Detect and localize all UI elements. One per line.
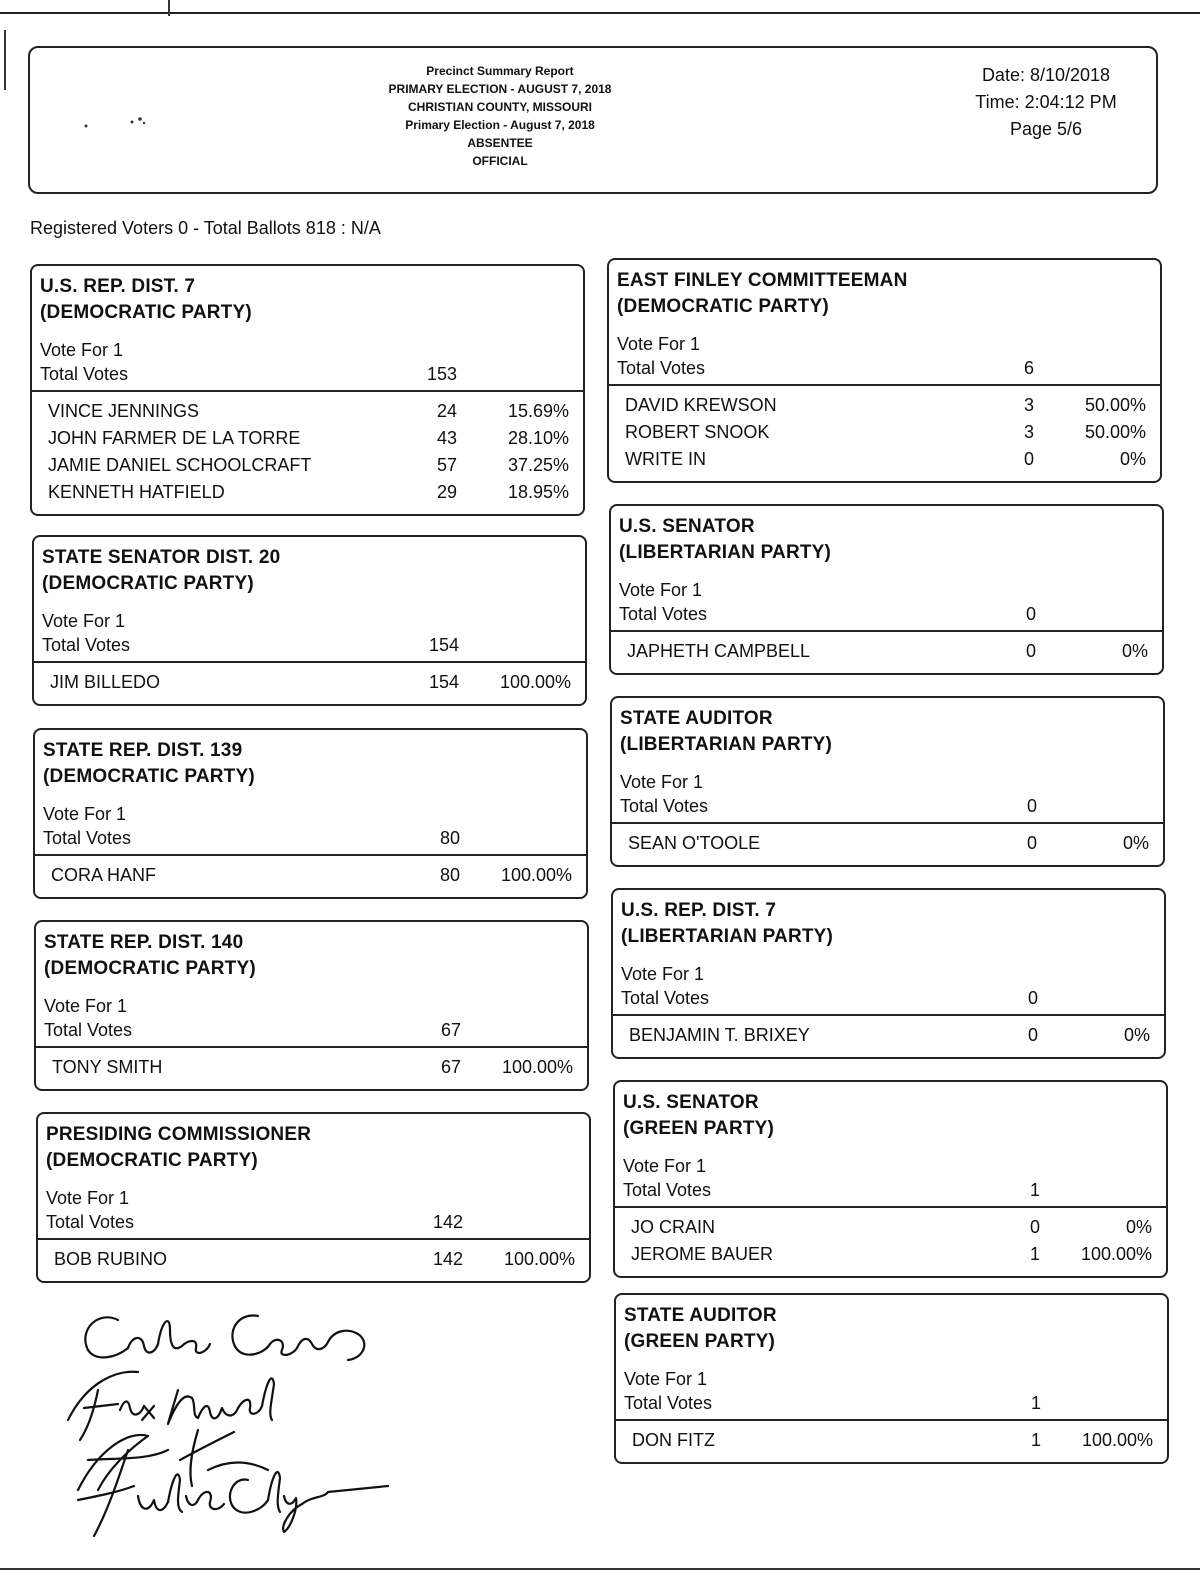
total-votes-label: Total Votes [621,988,710,1008]
candidate-percent: 15.69% [507,401,569,421]
candidate-row [32,425,583,452]
candidate-percent: 0% [1123,1025,1150,1045]
candidate-name: JAMIE DANIEL SCHOOLCRAFT [48,455,312,475]
race-box [36,1112,591,1283]
election-name: PRIMARY ELECTION - AUGUST 7, 2018 [388,82,612,96]
vote-for-label: Vote For 1 [43,804,127,824]
candidate-row [609,392,1160,419]
total-votes-label: Total Votes [44,1020,133,1040]
candidate-votes: 29 [436,482,457,502]
total-votes-row [613,986,1164,1012]
race-box [610,696,1165,867]
election-subtitle: Primary Election - August 7, 2018 [405,118,595,132]
race-box [32,535,587,706]
candidate-votes: 24 [436,401,457,421]
candidate-name: JEROME BAUER [631,1244,774,1264]
candidate-row [32,398,583,425]
candidate-percent: 100.00% [1080,1244,1152,1264]
candidate-percent: 100.00% [501,1057,573,1077]
candidate-list [34,663,585,704]
race-title [611,506,1162,566]
candidate-list [616,1421,1167,1462]
total-votes-value: 6 [1023,358,1034,378]
candidate-list [612,824,1163,865]
total-votes-label: Total Votes [617,358,706,378]
candidate-row [613,1022,1164,1049]
total-votes-value: 80 [439,828,460,848]
race-box [30,264,585,516]
candidate-name: ROBERT SNOOK [625,422,770,442]
race-party: (DEMOCRATIC PARTY) [617,296,829,317]
vote-for-label: Vote For 1 [621,964,705,984]
race-title [36,922,587,982]
candidate-percent: 18.95% [507,482,569,502]
total-votes-row [35,826,586,852]
race-party: (DEMOCRATIC PARTY) [40,302,252,323]
total-votes-label: Total Votes [42,635,131,655]
candidate-row [609,419,1160,446]
scan-specks-icon [80,114,170,134]
vote-for-label: Vote For 1 [623,1156,707,1176]
total-votes-value: 142 [432,1212,463,1232]
total-votes-label: Total Votes [624,1393,713,1413]
candidate-votes: 0 [1026,833,1037,853]
candidate-votes: 3 [1023,422,1034,442]
total-votes-value: 1 [1029,1180,1040,1200]
candidate-name: WRITE IN [625,449,706,469]
race-title [34,537,585,597]
race-office: PRESIDING COMMISSIONER [46,1124,312,1145]
candidate-list [36,1048,587,1089]
report-status: OFFICIAL [472,154,528,168]
candidate-name: KENNETH HATFIELD [48,482,225,502]
candidate-votes: 1 [1029,1244,1040,1264]
candidate-list [38,1240,589,1281]
candidate-percent: 0% [1119,449,1146,469]
race-office: EAST FINLEY COMMITTEEMAN [617,270,908,291]
race-party: (LIBERTARIAN PARTY) [620,734,833,755]
page-top-tick [168,0,170,16]
report-title-block [330,62,670,170]
candidate-row [616,1427,1167,1454]
report-time: Time: 2:04:12 PM [975,92,1117,112]
report-date: Date: 8/10/2018 [981,65,1111,85]
total-votes-row [615,1178,1166,1204]
candidate-percent: 28.10% [507,428,569,448]
candidate-votes: 57 [436,455,457,475]
candidate-name: DON FITZ [632,1430,715,1450]
report-title: Precinct Summary Report [426,64,574,78]
vote-for-label: Vote For 1 [619,580,703,600]
candidate-name: TONY SMITH [52,1057,163,1077]
vote-for-label: Vote For 1 [40,340,124,360]
race-party: (DEMOCRATIC PARTY) [46,1150,258,1171]
race-party: (LIBERTARIAN PARTY) [619,542,832,563]
race-box [609,504,1164,675]
candidate-percent: 37.25% [507,455,569,475]
candidate-row [32,452,583,479]
total-votes-label: Total Votes [43,828,132,848]
candidate-list [615,1208,1166,1276]
signatures-icon [58,1300,418,1540]
race-office: U.S. SENATOR [623,1092,759,1113]
candidate-name: CORA HANF [51,865,157,885]
vote-for-label: Vote For 1 [624,1369,708,1389]
candidate-votes: 0 [1023,449,1034,469]
candidate-name: JO CRAIN [631,1217,716,1237]
ballot-type: ABSENTEE [467,136,533,150]
race-party: (DEMOCRATIC PARTY) [43,766,255,787]
total-votes-value: 0 [1026,796,1037,816]
county-name: CHRISTIAN COUNTY, MISSOURI [407,100,592,114]
candidate-list [35,856,586,897]
race-box [611,888,1166,1059]
candidate-votes: 154 [428,672,459,692]
race-office: U.S. SENATOR [619,516,755,537]
total-votes-row [616,1391,1167,1417]
race-title [616,1295,1167,1355]
candidate-votes: 1 [1030,1430,1041,1450]
candidate-percent: 0% [1121,641,1148,661]
candidate-percent: 0% [1122,833,1149,853]
candidate-name: SEAN O'TOOLE [628,833,761,853]
candidate-percent: 0% [1125,1217,1152,1237]
candidate-percent: 100.00% [503,1249,575,1269]
candidate-percent: 50.00% [1084,395,1146,415]
candidate-name: JAPHETH CAMPBELL [627,641,811,661]
race-title [38,1114,589,1174]
race-office: U.S. REP. DIST. 7 [40,276,196,297]
candidate-percent: 100.00% [500,865,572,885]
total-votes-value: 0 [1027,988,1038,1008]
total-votes-row [38,1210,589,1236]
candidate-list [611,632,1162,673]
race-box [607,258,1162,483]
race-office: U.S. REP. DIST. 7 [621,900,777,921]
candidate-name: DAVID KREWSON [625,395,777,415]
vote-for-label: Vote For 1 [620,772,704,792]
race-title [612,698,1163,758]
candidate-row [612,830,1163,857]
candidate-votes: 0 [1025,641,1036,661]
report-meta [946,62,1146,143]
race-party: (LIBERTARIAN PARTY) [621,926,834,947]
total-votes-row [36,1018,587,1044]
total-votes-value: 153 [426,364,457,384]
candidate-list [609,386,1160,481]
candidate-votes: 0 [1029,1217,1040,1237]
candidate-row [615,1214,1166,1241]
race-office: STATE AUDITOR [620,708,773,729]
total-votes-value: 154 [428,635,459,655]
candidate-name: BOB RUBINO [54,1249,168,1269]
candidate-votes: 43 [436,428,457,448]
vote-for-label: Vote For 1 [46,1188,130,1208]
candidate-row [34,669,585,696]
candidate-votes: 67 [440,1057,461,1077]
race-title [35,730,586,790]
candidate-row [611,638,1162,665]
ballot-summary: Registered Voters 0 - Total Ballots 818 : N/A [30,218,381,238]
candidate-row [35,862,586,889]
race-title [613,890,1164,950]
candidate-name: JIM BILLEDO [50,672,161,692]
race-box [33,728,588,899]
candidate-name: BENJAMIN T. BRIXEY [629,1025,810,1045]
candidate-votes: 3 [1023,395,1034,415]
total-votes-row [612,794,1163,820]
candidate-row [609,446,1160,473]
total-votes-row [34,633,585,659]
page-bottom-edge [0,1568,1200,1570]
race-box [614,1293,1169,1464]
race-party: (DEMOCRATIC PARTY) [44,958,256,979]
candidate-list [32,392,583,514]
candidate-row [36,1054,587,1081]
candidate-votes: 0 [1027,1025,1038,1045]
candidate-row [615,1241,1166,1268]
candidate-votes: 80 [439,865,460,885]
race-office: STATE REP. DIST. 139 [43,740,243,761]
race-box [613,1080,1168,1278]
total-votes-label: Total Votes [46,1212,135,1232]
total-votes-label: Total Votes [623,1180,712,1200]
candidate-votes: 142 [432,1249,463,1269]
total-votes-value: 67 [440,1020,461,1040]
race-party: (GREEN PARTY) [623,1118,775,1139]
candidate-row [32,479,583,506]
race-office: STATE AUDITOR [624,1305,777,1326]
race-title [609,260,1160,320]
total-votes-row [32,362,583,388]
total-votes-label: Total Votes [619,604,708,624]
race-title [615,1082,1166,1142]
vote-for-label: Vote For 1 [617,334,701,354]
race-party: (GREEN PARTY) [624,1331,776,1352]
candidate-percent: 100.00% [1081,1430,1153,1450]
page-left-mark [4,30,6,90]
report-header [28,46,1158,194]
race-title [32,266,583,326]
candidate-name: VINCE JENNINGS [48,401,200,421]
race-office: STATE REP. DIST. 140 [44,932,244,953]
candidate-percent: 100.00% [499,672,571,692]
total-votes-label: Total Votes [620,796,709,816]
race-party: (DEMOCRATIC PARTY) [42,573,254,594]
race-box [34,920,589,1091]
candidate-name: JOHN FARMER DE LA TORRE [48,428,301,448]
total-votes-row [611,602,1162,628]
race-office: STATE SENATOR DIST. 20 [42,547,281,568]
candidate-list [613,1016,1164,1057]
total-votes-value: 1 [1030,1393,1041,1413]
vote-for-label: Vote For 1 [42,611,126,631]
page-number: Page 5/6 [1009,119,1083,139]
candidate-percent: 50.00% [1084,422,1146,442]
total-votes-row [609,356,1160,382]
candidate-row [38,1246,589,1273]
vote-for-label: Vote For 1 [44,996,128,1016]
total-votes-value: 0 [1025,604,1036,624]
page-top-edge [0,0,1200,14]
total-votes-label: Total Votes [40,364,129,384]
